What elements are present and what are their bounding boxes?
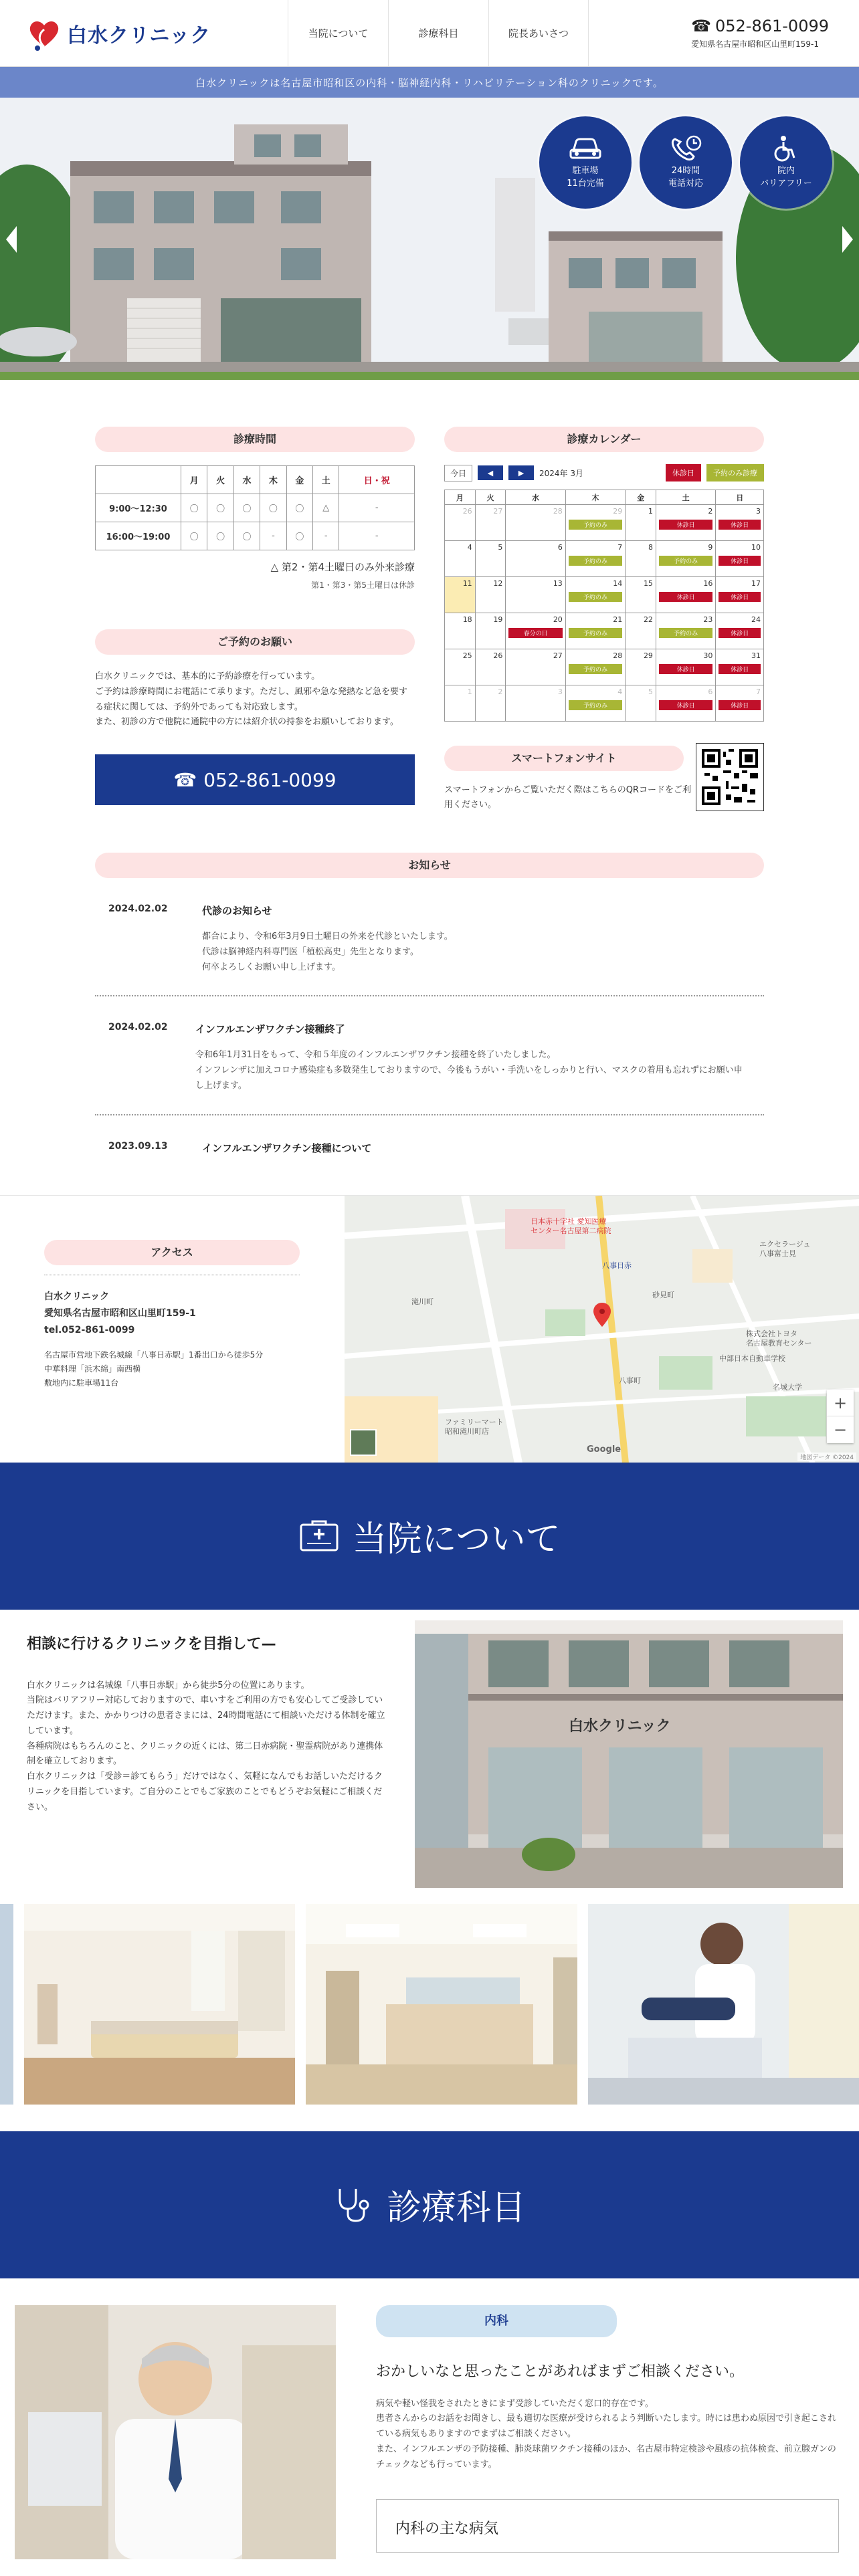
calendar-day-number: 21 xyxy=(613,615,623,624)
calendar-day-number: 7 xyxy=(756,687,761,696)
info-left xyxy=(95,427,415,813)
hours-cell: - xyxy=(260,522,286,550)
hours-cell: 16:00〜19:00 xyxy=(96,522,181,550)
access-route: 名古屋市営地下鉄名城線「八事日赤駅」1番出口から徒歩5分 中華料理「浜木綿」南西横 敷地内に駐車場11台 xyxy=(44,1350,264,1388)
calendar-day-number: 31 xyxy=(751,651,761,660)
news-item[interactable] xyxy=(95,878,764,996)
map-pin-icon[interactable] xyxy=(593,1303,611,1327)
calendar-day-tag: 予約のみ xyxy=(659,556,712,566)
calendar-day[interactable] xyxy=(506,613,565,649)
calendar-day[interactable] xyxy=(565,577,625,613)
qr-code-icon xyxy=(696,743,764,811)
calendar-day[interactable] xyxy=(506,541,565,577)
calendar-day-number: 9 xyxy=(708,543,713,552)
calendar-day-tag: 休診日 xyxy=(719,664,761,674)
reserve-text: 白水クリニックでは、基本的に予約診療を行っています。 ご予約は診療時間にお電話にて承ります。ただし、風邪や急な発熱など急を要する症状に関しては、予約外であっても対応致します。 また、初診の方で他院に通院中の方には紹介状の持参をお願いしております。 xyxy=(95,671,407,728)
barrier-line2: バリアフリー xyxy=(760,179,812,189)
clinic-board-icon xyxy=(299,1519,339,1553)
logo[interactable] xyxy=(0,15,288,52)
calendar-day-number: 29 xyxy=(643,651,653,660)
calendar-day[interactable] xyxy=(475,685,506,722)
calendar-day-number: 25 xyxy=(462,651,472,660)
hours-cell: 〇 xyxy=(181,522,207,550)
calendar-day[interactable] xyxy=(565,613,625,649)
about-text: 白水クリニックは名城線「八事日赤駅」から徒歩5分の位置にあります。 当院はバリアフリー対応しておりますので、車いすをご利用の方でも安心してご受診していただけます。また、かかりつけの患者さまには、24時間電話にて相談いただける体制を確立しています。 各種病院はもちろんのこと、クリニックの近くには、第二日赤病院・聖霊病院があり連携体制を確立しております。 白水クリニックは「受診＝診てもらう」だけではなく、気軽になんでもお話しいただけるクリニックを目指しています。ご自分のことでもご家族のことでもどうぞお気軽にご相談ください。 xyxy=(27,1680,385,1812)
hours-cell: 〇 xyxy=(207,494,233,522)
calendar-day[interactable] xyxy=(626,685,656,722)
news-body: 都合により、令和6年3月9日土曜日の外来を代診といたします。 代診は脳神経内科専門医「植松高史」先生となります。 何卒よろしくお願い申し上げます。 xyxy=(202,932,453,972)
calendar-weekday: 水 xyxy=(506,490,565,505)
access-tel[interactable]: tel.052-861-0099 xyxy=(44,1325,135,1336)
news-title-text: 代診のお知らせ xyxy=(202,905,272,918)
calendar-day-tag: 予約のみ xyxy=(659,628,712,638)
calendar-day-number: 6 xyxy=(708,687,713,696)
calendar-day-number: 20 xyxy=(553,615,563,624)
reserve-section xyxy=(95,629,415,805)
calendar-day-tag: 休診日 xyxy=(719,628,761,638)
gallery-photo xyxy=(0,1904,13,2105)
calendar-day[interactable] xyxy=(626,649,656,685)
main-nav xyxy=(288,0,589,66)
wheelchair-icon xyxy=(769,135,803,162)
smartphone-text: スマートフォンからご覧いただく際はこちらのQRコードをご利用ください。 xyxy=(444,785,691,811)
calendar-week xyxy=(445,577,764,613)
calendar-day[interactable] xyxy=(565,541,625,577)
chevron-right-icon xyxy=(840,223,856,255)
hours-header: 火 xyxy=(207,466,233,494)
calendar-day-number: 22 xyxy=(643,615,653,624)
calendar-day[interactable] xyxy=(656,505,715,541)
reserve-title: ご予約のお願い xyxy=(95,629,415,655)
access-address: 愛知県名古屋市昭和区山里町159-1 xyxy=(44,1307,196,1319)
hours-title: 診療時間 xyxy=(95,427,415,452)
calendar-day-number: 29 xyxy=(613,507,623,516)
map-label-area: 八事町 xyxy=(619,1376,641,1385)
calendar-day-number: 7 xyxy=(617,543,623,552)
calendar-day-number: 27 xyxy=(493,507,503,516)
legend-reserve: 予約のみ診療 xyxy=(706,464,764,481)
disease-list-title: 内科の主な病気 xyxy=(395,2520,499,2538)
calendar-day-number: 30 xyxy=(703,651,713,660)
calendar-legend xyxy=(666,464,764,481)
calendar-day-number: 4 xyxy=(617,687,623,696)
phone-24-icon xyxy=(668,135,703,162)
hours-cell: - xyxy=(339,522,415,550)
about-section xyxy=(0,1620,859,1888)
hours-row-evening xyxy=(96,522,415,550)
header-tel-number: 052-861-0099 xyxy=(714,17,829,35)
calendar-day[interactable] xyxy=(506,505,565,541)
reserve-tel-button[interactable] xyxy=(95,754,415,805)
calendar-day-tag: 休診日 xyxy=(659,520,712,530)
calendar-week xyxy=(445,685,764,722)
calendar-day[interactable] xyxy=(565,505,625,541)
calendar-day[interactable] xyxy=(445,541,476,577)
news-section xyxy=(95,853,764,1175)
map-label-poi: ファミリーマート 昭和滝川町店 xyxy=(445,1417,504,1436)
hours-note: △ 第2・第4土曜日のみ外来診療 xyxy=(270,561,415,573)
calendar-day[interactable] xyxy=(626,505,656,541)
calendar-weekday: 火 xyxy=(475,490,506,505)
calendar-day-number: 10 xyxy=(751,543,761,552)
hours-header: 土 xyxy=(313,466,339,494)
gallery-photo-reception xyxy=(306,1904,577,2105)
calendar-day-tag: 予約のみ xyxy=(569,700,622,710)
department-heading: おかしいなと思ったことがあればまずご相談ください。 xyxy=(376,2363,745,2380)
phone-icon: ☎ xyxy=(691,17,711,35)
calendar-day[interactable] xyxy=(656,613,715,649)
hours-table xyxy=(95,465,415,550)
calendar-day-number: 26 xyxy=(493,651,503,660)
calendar-day-tag: 休診日 xyxy=(659,700,712,710)
calendar-grid xyxy=(444,490,764,722)
calendar-day-number: 28 xyxy=(613,651,623,660)
nav-greeting[interactable]: 院長あいさつ xyxy=(488,0,589,66)
reserve-tel-number: 052-861-0099 xyxy=(203,768,337,791)
logo-text: 白水クリニック xyxy=(67,23,211,47)
hours-subnote: 第1・第3・第5土曜日は休診 xyxy=(311,580,415,590)
legend-closed: 休診日 xyxy=(666,464,701,481)
departments-band-title: 診療科目 xyxy=(386,2188,526,2229)
info-right xyxy=(444,427,764,813)
calendar-day-number: 11 xyxy=(462,579,472,588)
map-label-poi: エクセラージュ 八事富士見 xyxy=(759,1239,811,1258)
nav-departments[interactable]: 診療科目 xyxy=(388,0,488,66)
smartphone-title: スマートフォンサイト xyxy=(444,746,684,771)
map-satellite-toggle[interactable] xyxy=(350,1429,377,1456)
phone-icon: ☎ xyxy=(173,768,197,791)
calendar-day[interactable] xyxy=(656,685,715,722)
calendar-day[interactable] xyxy=(626,577,656,613)
calendar-day[interactable] xyxy=(445,577,476,613)
slider-prev-button[interactable] xyxy=(0,221,23,257)
calendar-day[interactable] xyxy=(475,613,506,649)
calendar-day-number: 3 xyxy=(557,687,563,696)
hours-cell: 9:00〜12:30 xyxy=(96,494,181,522)
calendar-day-tag: 休診日 xyxy=(659,664,712,674)
stethoscope-icon xyxy=(333,2186,373,2224)
calendar-day[interactable] xyxy=(716,505,764,541)
calendar-day-number: 27 xyxy=(553,651,563,660)
calendar-day-number: 5 xyxy=(648,687,653,696)
parking-badge xyxy=(539,116,632,209)
calendar-day-number: 1 xyxy=(467,687,472,696)
calendar-day-number: 1 xyxy=(648,507,653,516)
calendar-day[interactable] xyxy=(626,613,656,649)
google-logo: Google xyxy=(587,1444,622,1455)
calendar-week xyxy=(445,649,764,685)
calendar-toolbar xyxy=(444,464,764,481)
calendar-day[interactable] xyxy=(565,685,625,722)
news-body: 令和6年1月31日をもって、令和５年度のインフルエンザワクチン接種を終了いたしました。 インフレンザに加えコロナ感染症も多数発生しておりますので、今後もうがい・手洗いをしっかりと行い、マスクの着用も忘れずにお願い申し上げます。 xyxy=(195,1050,743,1091)
about-band-title: 当院について xyxy=(352,1519,561,1560)
map-zoom-out-button[interactable]: − xyxy=(833,1420,848,1439)
car-icon xyxy=(568,135,603,162)
about-text-block xyxy=(0,1620,415,1888)
calendar-day-tag: 休診日 xyxy=(719,520,761,530)
info-section xyxy=(95,427,764,813)
hours-header-row xyxy=(96,466,415,494)
hours-cell: 〇 xyxy=(233,494,260,522)
logo-heart-icon xyxy=(25,15,63,52)
calendar-day-tag: 春分の日 xyxy=(508,628,562,638)
access-clinic-name: 白水クリニック xyxy=(44,1291,110,1302)
calendar-week xyxy=(445,505,764,541)
calendar-weekday: 木 xyxy=(565,490,625,505)
calendar-day-tag: 予約のみ xyxy=(569,664,622,674)
calendar-day-number: 14 xyxy=(613,579,623,588)
map-label-poi: 中部日本自動車学校 xyxy=(719,1354,785,1363)
calendar-day[interactable] xyxy=(716,577,764,613)
calendar-day-number: 6 xyxy=(557,543,563,552)
phone-line1: 24時間 xyxy=(671,165,700,176)
intro-banner: 白水クリニックは名古屋市昭和区の内科・脳神経内科・リハビリテーション科のクリニックです。 xyxy=(0,67,859,98)
calendar-day-tag: 予約のみ xyxy=(569,556,622,566)
hours-cell: 〇 xyxy=(260,494,286,522)
calendar-day-number: 19 xyxy=(493,615,503,624)
access-info xyxy=(0,1196,345,1463)
access-section xyxy=(0,1195,859,1463)
calendar-day-number: 13 xyxy=(553,579,563,588)
about-band xyxy=(0,1463,859,1610)
map-attribution: 地図データ ©2024 xyxy=(797,1453,856,1461)
map-label-hospital: 日本赤十字社 愛知医療 センター名古屋第二病院 xyxy=(531,1216,611,1235)
map-zoom-control xyxy=(827,1390,854,1443)
calendar-day[interactable] xyxy=(565,649,625,685)
hours-header: 日・祝 xyxy=(339,466,415,494)
departments-band xyxy=(0,2131,859,2278)
calendar-day[interactable] xyxy=(716,541,764,577)
hours-cell: 〇 xyxy=(181,494,207,522)
barrierfree-badge xyxy=(740,116,832,209)
calendar-day[interactable] xyxy=(475,649,506,685)
news-date: 2024.02.02 xyxy=(108,1022,168,1033)
doctor-photo xyxy=(15,2305,336,2559)
calendar-prev-button[interactable]: ◀ xyxy=(478,465,503,480)
calendar-day-number: 8 xyxy=(648,543,653,552)
calendar-day[interactable] xyxy=(656,577,715,613)
calendar-day-tag: 休診日 xyxy=(719,592,761,602)
hours-header: 木 xyxy=(260,466,286,494)
calendar-day-number: 28 xyxy=(553,507,563,516)
calendar-week xyxy=(445,613,764,649)
clinic-sign-text: 白水クリニック xyxy=(569,1717,671,1735)
hours-cell: 〇 xyxy=(286,522,312,550)
news-item[interactable] xyxy=(95,1115,764,1175)
calendar-today-button[interactable]: 今日 xyxy=(444,465,472,481)
calendar-next-button[interactable]: ▶ xyxy=(508,465,534,480)
hours-cell: △ xyxy=(313,494,339,522)
calendar-weekday: 日 xyxy=(716,490,764,505)
header-address: 愛知県名古屋市昭和区山里町159-1 xyxy=(691,39,819,49)
clinic-entrance-photo xyxy=(415,1620,843,1888)
site-header xyxy=(0,0,859,67)
department-name: 内科 xyxy=(376,2305,617,2337)
barrier-line1: 院内 xyxy=(777,165,795,176)
map-label-poi: 株式会社トヨタ 名古屋教育センター xyxy=(746,1329,812,1348)
map-label-station: 八事日赤 xyxy=(602,1261,632,1270)
map-label-poi: 名城大学 xyxy=(773,1382,802,1392)
calendar-weekday: 月 xyxy=(445,490,476,505)
hours-cell: 〇 xyxy=(286,494,312,522)
calendar-day-number: 5 xyxy=(498,543,503,552)
feature-badges xyxy=(539,116,832,209)
calendar-day-number: 3 xyxy=(756,507,761,516)
calendar-day[interactable] xyxy=(716,613,764,649)
hours-cell: 〇 xyxy=(207,522,233,550)
calendar-day-number: 2 xyxy=(498,687,503,696)
map-zoom-in-button[interactable]: + xyxy=(827,1390,854,1416)
calendar-day-tag: 予約のみ xyxy=(569,592,622,602)
map-label-area: 滝川町 xyxy=(411,1297,434,1306)
calendar-month: 2024年 3月 xyxy=(539,468,584,478)
calendar-day-number: 4 xyxy=(467,543,472,552)
calendar-day-number: 2 xyxy=(708,507,713,516)
phone-24-badge xyxy=(640,116,732,209)
news-title-text: インフルエンザワクチン接種終了 xyxy=(195,1023,345,1036)
department-text-block xyxy=(336,2305,859,2559)
calendar-day[interactable] xyxy=(475,541,506,577)
calendar-weekday: 金 xyxy=(626,490,656,505)
about-heading: 相談に行けるクリニックを目指して— xyxy=(27,1635,276,1652)
calendar-day-number: 24 xyxy=(751,615,761,624)
hours-header: 水 xyxy=(233,466,260,494)
calendar-day[interactable] xyxy=(506,577,565,613)
news-date: 2024.02.02 xyxy=(108,903,168,915)
news-title-text: インフルエンザワクチン接種について xyxy=(202,1142,372,1154)
calendar-day-number: 26 xyxy=(462,507,472,516)
calendar-day[interactable] xyxy=(506,649,565,685)
map-label-area: 砂見町 xyxy=(652,1290,674,1299)
hero-slider xyxy=(0,98,859,380)
calendar-day-number: 18 xyxy=(462,615,472,624)
access-details xyxy=(44,1289,345,1339)
calendar-day[interactable] xyxy=(716,685,764,722)
hours-header: 金 xyxy=(286,466,312,494)
calendar-day-number: 15 xyxy=(643,579,653,588)
hours-cell: 〇 xyxy=(233,522,260,550)
phone-line2: 電話対応 xyxy=(668,179,703,189)
calendar-day-tag: 休診日 xyxy=(719,700,761,710)
gallery-photo-treatment-room xyxy=(24,1904,295,2105)
calendar-title: 診療カレンダー xyxy=(444,427,764,452)
calendar-day-number: 17 xyxy=(751,579,761,588)
calendar-week xyxy=(445,541,764,577)
department-text: 病気や軽い怪我をされたときにまず受診していただく窓口的存在です。 患者さんからのお話をお聞きし、最も適切な医療が受けられるよう判断いたします。時には患わぬ原因で引き起こされている病気もありますのでまずはご相談ください。 また、インフルエンザの予防接種、肺炎球菌ワクチン接種のほか、名古屋市特定検診や風疹の抗体検査、前立腺ガンのチェックなども行っています。 xyxy=(376,2398,836,2470)
calendar-weekday: 土 xyxy=(656,490,715,505)
hours-cell: - xyxy=(339,494,415,522)
hours-cell: - xyxy=(313,522,339,550)
calendar-day[interactable] xyxy=(445,649,476,685)
calendar-day[interactable] xyxy=(445,505,476,541)
interior-gallery xyxy=(0,1904,859,2105)
hours-row-morning xyxy=(96,494,415,522)
calendar-day-tag: 予約のみ xyxy=(569,520,622,530)
calendar-day[interactable] xyxy=(716,649,764,685)
header-contact xyxy=(691,17,859,49)
calendar-day[interactable] xyxy=(506,685,565,722)
news-item[interactable] xyxy=(95,996,764,1115)
chevron-left-icon xyxy=(3,223,19,255)
calendar-day[interactable] xyxy=(656,541,715,577)
calendar-day[interactable] xyxy=(475,577,506,613)
gallery-photo-rehabilitation xyxy=(588,1904,859,2105)
calendar-day-number: 23 xyxy=(703,615,713,624)
calendar-day[interactable] xyxy=(475,505,506,541)
calendar-day-tag: 休診日 xyxy=(659,592,712,602)
slider-next-button[interactable] xyxy=(836,221,859,257)
access-title: アクセス xyxy=(44,1240,300,1265)
news-date: 2023.09.13 xyxy=(108,1140,168,1152)
nav-about[interactable]: 当院について xyxy=(288,0,388,66)
department-internal xyxy=(0,2305,859,2559)
calendar-day[interactable] xyxy=(445,685,476,722)
parking-line1: 駐車場 xyxy=(572,165,599,176)
hours-header xyxy=(96,466,181,494)
calendar-day-tag: 予約のみ xyxy=(569,628,622,638)
calendar-day[interactable] xyxy=(445,613,476,649)
smartphone-section xyxy=(444,746,764,813)
calendar-day[interactable] xyxy=(626,541,656,577)
disease-list-box xyxy=(376,2499,839,2553)
google-map[interactable] xyxy=(345,1196,859,1463)
parking-line2: 11台完備 xyxy=(567,179,604,189)
header-tel[interactable] xyxy=(691,17,829,35)
calendar-day-tag: 休診日 xyxy=(719,556,761,566)
news-title: お知らせ xyxy=(95,853,764,878)
hours-header: 月 xyxy=(181,466,207,494)
calendar-day[interactable] xyxy=(656,649,715,685)
calendar-day-number: 12 xyxy=(493,579,503,588)
calendar-day-number: 16 xyxy=(703,579,713,588)
